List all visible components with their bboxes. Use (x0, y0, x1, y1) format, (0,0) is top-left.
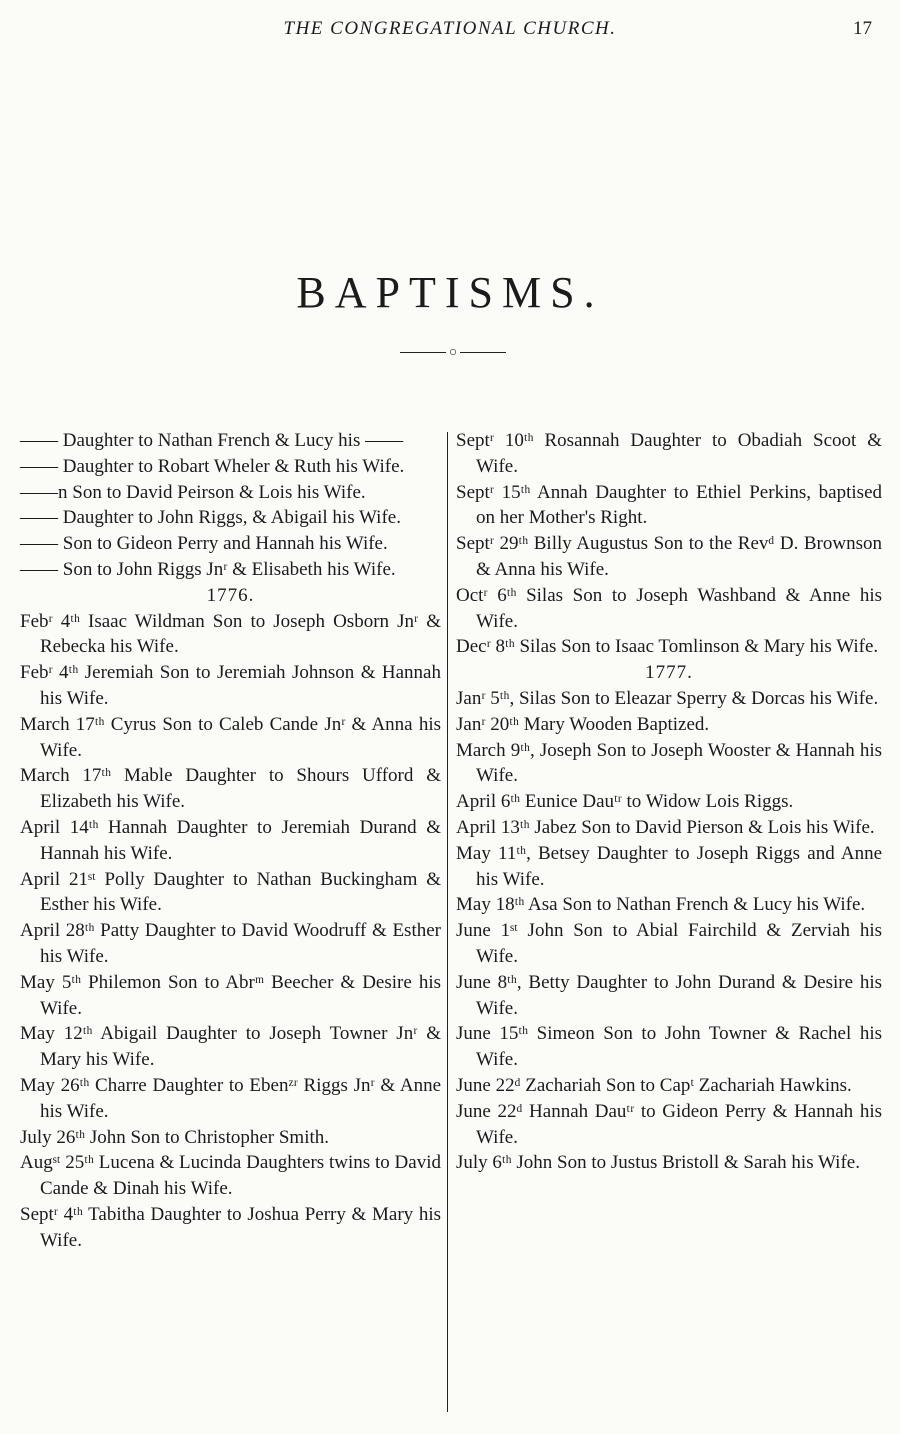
baptism-entry: March 17ᵗʰ Cyrus Son to Caleb Cande Jnʳ & Anna his Wife. (20, 713, 441, 761)
baptism-entry: April 6ᵗʰ Eunice Dauᵗʳ to Widow Lois Riggs. (456, 791, 794, 813)
baptism-entry: Decʳ 8ᵗʰ Silas Son to Isaac Tomlinson & Mary his Wife. (456, 636, 879, 658)
running-head: THE CONGREGATIONAL CHURCH. (283, 18, 617, 39)
baptism-entry: Janʳ 20ᵗʰ Mary Wooden Baptized. (456, 713, 710, 735)
baptism-entry: June 1ˢᵗ John Son to Abial Fairchild & Zerviah his Wife. (456, 920, 882, 967)
baptism-entry: June 15ᵗʰ Simeon Son to John Towner & Rachel his Wife. (456, 1023, 882, 1071)
left-column (20, 428, 441, 1254)
baptism-entry: July 26ᵗʰ John Son to Christopher Smith. (20, 1126, 330, 1148)
baptism-entry: —— Son to Gideon Perry and Hannah his Wife. (20, 533, 388, 555)
rule-line-right (460, 352, 506, 353)
baptism-entry: Janʳ 5ᵗʰ, Silas Son to Eleazar Sperry & Dorcas his Wife. (456, 687, 879, 709)
baptism-entry: May 18ᵗʰ Asa Son to Nathan French & Lucy his Wife. (456, 894, 866, 916)
baptism-entry: Septʳ 10ᵗʰ Rosannah Daughter to Obadiah Scoot & Wife. (456, 430, 882, 477)
baptism-entry: Augˢᵗ 25ᵗʰ Lucena & Lucinda Daughters twins to David Cande & Dinah his Wife. (20, 1152, 441, 1200)
baptism-entry: June 8ᵗʰ, Betty Daughter to John Durand & Desire his Wife. (456, 971, 882, 1019)
column-divider (447, 432, 448, 1412)
baptism-entry: —— Son to John Riggs Jnʳ & Elisabeth his Wife. (20, 558, 396, 580)
baptism-entry: May 11ᵗʰ, Betsey Daughter to Joseph Riggs and Anne his Wife. (456, 842, 882, 890)
baptism-entry: July 6ᵗʰ John Son to Justus Bristoll & Sarah his Wife. (456, 1152, 860, 1174)
rule-ornament (450, 349, 456, 355)
baptism-entry: May 5ᵗʰ Philemon Son to Abrᵐ Beecher & Desire his Wife. (20, 971, 441, 1019)
baptism-entry: Septʳ 4ᵗʰ Tabitha Daughter to Joshua Perry & Mary his Wife. (20, 1203, 441, 1251)
baptism-entry: Octʳ 6ᵗʰ Silas Son to Joseph Washband & Anne his Wife. (456, 584, 882, 632)
baptism-entry: May 12ᵗʰ Abigail Daughter to Joseph Towner Jnʳ & Mary his Wife. (20, 1023, 441, 1071)
right-column (456, 428, 882, 1176)
baptism-entry: —— Daughter to John Riggs, & Abigail his Wife. (20, 507, 401, 529)
year-heading: 1777. (645, 662, 693, 684)
baptism-entry: June 22ᵈ Hannah Dauᵗʳ to Gideon Perry & Hannah his Wife. (456, 1100, 882, 1148)
baptism-entry: March 9ᵗʰ, Joseph Son to Joseph Wooster & Hannah his Wife. (456, 739, 882, 787)
baptism-entry: April 21ˢᵗ Polly Daughter to Nathan Buckingham & Esther his Wife. (20, 868, 441, 916)
baptism-entry: Septʳ 15ᵗʰ Annah Daughter to Ethiel Perkins, baptised on her Mother's Right. (456, 481, 882, 529)
baptism-entry: April 28ᵗʰ Patty Daughter to David Woodruff & Esther his Wife. (20, 920, 441, 967)
baptism-entry: April 14ᵗʰ Hannah Daughter to Jeremiah Durand & Hannah his Wife. (20, 816, 441, 864)
baptism-entry: Septʳ 29ᵗʰ Billy Augustus Son to the Revᵈ D. Brownson & Anna his Wife. (456, 533, 882, 580)
baptism-entry: —— Daughter to Nathan French & Lucy his —— (20, 430, 404, 451)
page-title: BAPTISMS. (296, 268, 604, 318)
baptism-entry: ——n Son to David Peirson & Lois his Wife. (20, 481, 366, 503)
baptism-entry: Febʳ 4ᵗʰ Isaac Wildman Son to Joseph Osborn Jnʳ & Rebecka his Wife. (20, 610, 441, 658)
baptism-entry: March 17ᵗʰ Mable Daughter to Shours Ufford & Elizabeth his Wife. (20, 765, 441, 813)
rule-line-left (400, 352, 446, 353)
baptism-columns (20, 428, 882, 1418)
page-number: 17 (853, 18, 872, 39)
baptism-entry: April 13ᵗʰ Jabez Son to David Pierson & Lois his Wife. (456, 816, 875, 838)
baptism-entry: Febʳ 4ᵗʰ Jeremiah Son to Jeremiah Johnson & Hannah his Wife. (20, 662, 441, 709)
baptism-entry: June 22ᵈ Zachariah Son to Capᵗ Zachariah Hawkins. (456, 1074, 852, 1096)
year-heading: 1776. (206, 584, 255, 606)
ornamental-rule (400, 345, 506, 359)
baptism-entry: —— Daughter to Robart Wheler & Ruth his Wife. (20, 455, 405, 477)
baptism-entry: May 26ᵗʰ Charre Daughter to Ebenᶻʳ Riggs Jnʳ & Anne his Wife. (20, 1074, 441, 1122)
